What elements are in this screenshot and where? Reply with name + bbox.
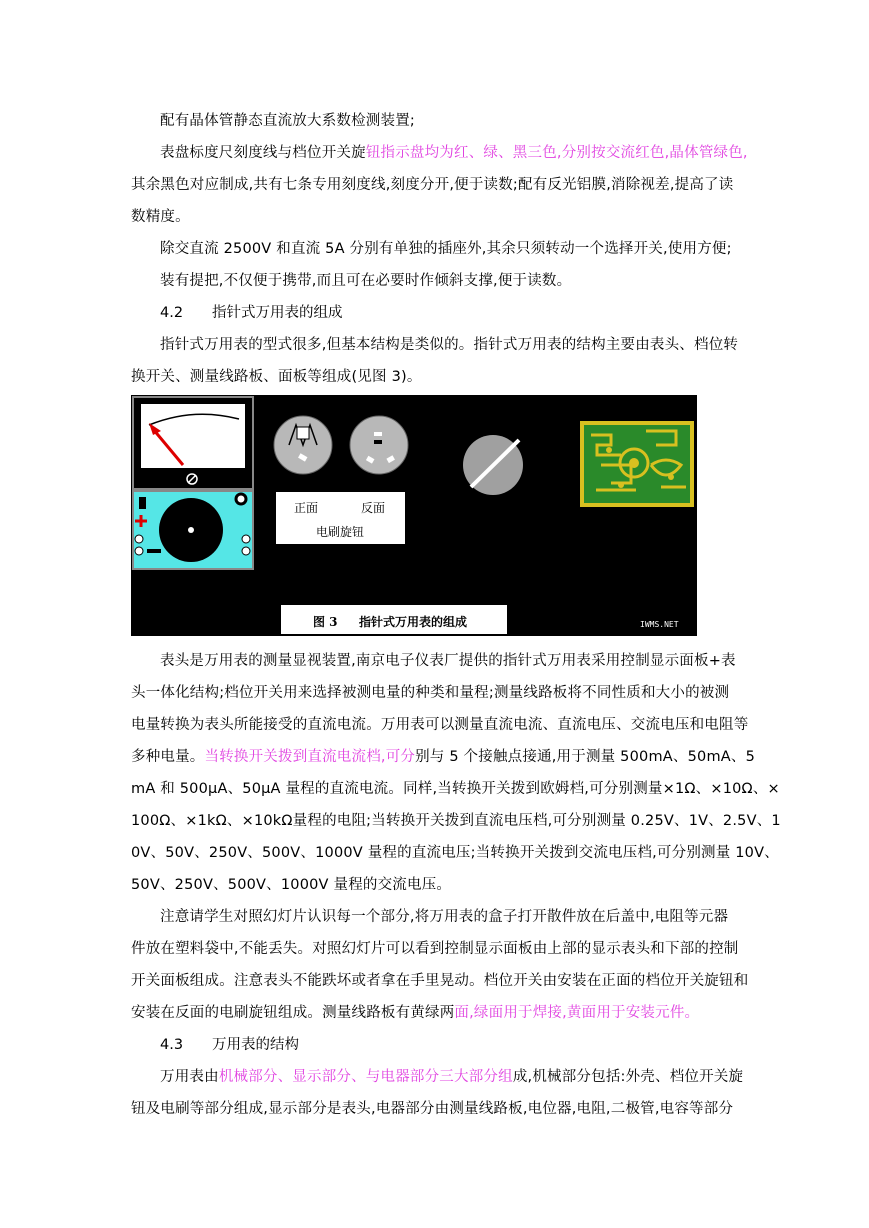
paragraph-line: 钮及电刷等部分组成,显示部分是表头,电器部分由测量线路板,电位器,电阻,二极管,电容等部分 [131, 1101, 734, 1117]
paragraph-line: mA 和 500μA、50μA 量程的直流电流。同样,当转换开关拨到欧姆档,可分别测量×1Ω、×10Ω、× [131, 781, 780, 797]
range-switch-knob [463, 435, 523, 495]
paragraph-line: 除交直流 2500V 和直流 5A 分别有单独的插座外,其余只须转动一个选择开关,使用方便; [160, 241, 732, 257]
section-heading-4-3: 4.3 万用表的结构 [160, 1037, 299, 1053]
paragraph-line: 表头是万用表的测量显视装置,南京电子仪表厂提供的指针式万用表采用控制显示面板+表 [160, 653, 736, 669]
circuit-board [580, 421, 694, 507]
control-panel [133, 491, 253, 569]
section-heading-4-2: 4.2 指针式万用表的组成 [160, 305, 343, 321]
paragraph-line: 数精度。 [131, 209, 190, 225]
paragraph-line: 0V、50V、250V、500V、1000V 量程的直流电压;当转换开关拨到交流电压档,可分别测量 10V、 [131, 845, 779, 861]
paragraph-line: 表盘标度尺刻度线与档位开关旋钮指示盘均为红、绿、黑三色,分别按交流红色,晶体管绿色, [160, 145, 748, 161]
highlighted-text: 当转换开关拨到直流电流档,可分 [204, 749, 416, 765]
paragraph-line: 头一体化结构;档位开关用来选择被测电量的种类和量程;测量线路板将不同性质和大小的被测 [131, 685, 730, 701]
label-brush-knob: 电刷旋钮 [316, 525, 365, 539]
paragraph-line: 多种电量。当转换开关拨到直流电流档,可分别与 5 个接触点接通,用于测量 500mA、50mA、5 [131, 749, 756, 765]
figure-illustration [131, 395, 697, 636]
figure-3 [131, 395, 697, 636]
paragraph-line: 100Ω、×1kΩ、×10kΩ量程的电阻;当转换开关拨到直流电压档,可分别测量 0.25V、1V、2.5V、1 [131, 813, 781, 829]
highlighted-text: 面,绿面用于焊接,黄面用于安装元件。 [454, 1005, 700, 1021]
paragraph-line: 件放在塑料袋中,不能丢失。对照幻灯片可以看到控制显示面板由上部的显示表头和下部的控制 [131, 941, 739, 957]
paragraph-line: 注意请学生对照幻灯片认识每一个部分,将万用表的盒子打开散件放在后盖中,电阻等元器 [160, 909, 729, 925]
meter-head [133, 397, 253, 489]
highlighted-text: 机械部分、显示部分、与电器部分三大部分组 [218, 1069, 513, 1085]
paragraph-line: 换开关、测量线路板、面板等组成(见图 3)。 [131, 369, 422, 385]
paragraph-line: 指针式万用表的型式很多,但基本结构是类似的。指针式万用表的结构主要由表头、档位转 [160, 337, 739, 353]
paragraph-line: 开关面板组成。注意表头不能跌坏或者拿在手里晃动。档位开关由安装在正面的档位开关旋钮和 [131, 973, 749, 989]
figure-number: 图 3 [313, 615, 338, 629]
paragraph-line: 万用表由机械部分、显示部分、与电器部分三大部分组成,机械部分包括:外壳、档位开关旋 [160, 1069, 744, 1085]
paragraph-line: 电量转换为表头所能接受的直流电流。万用表可以测量直流电流、直流电压、交流电压和电阻等 [131, 717, 749, 733]
brush-knob-front [274, 416, 332, 474]
paragraph-line: 配有晶体管静态直流放大系数检测装置; [160, 113, 415, 129]
watermark: IWMS.NET [640, 620, 679, 629]
label-front: 正面 [294, 501, 319, 515]
paragraph-line: 安装在反面的电刷旋钮组成。测量线路板有黄绿两面,绿面用于焊接,黄面用于安装元件。 [131, 1005, 700, 1021]
highlighted-text: 钮指示盘均为红、绿、黑三色,分别按交流红色,晶体管绿色, [365, 145, 748, 161]
brush-knob-back [350, 416, 408, 474]
paragraph-line: 装有提把,不仅便于携带,而且可在必要时作倾斜支撑,便于读数。 [160, 273, 572, 289]
paragraph-line: 其余黑色对应制成,共有七条专用刻度线,刻度分开,便于读数;配有反光铝膜,消除视差,提高了读 [131, 177, 734, 193]
label-back: 反面 [361, 501, 386, 515]
figure-caption: 指针式万用表的组成 [359, 615, 468, 629]
paragraph-line: 50V、250V、500V、1000V 量程的交流电压。 [131, 877, 452, 893]
